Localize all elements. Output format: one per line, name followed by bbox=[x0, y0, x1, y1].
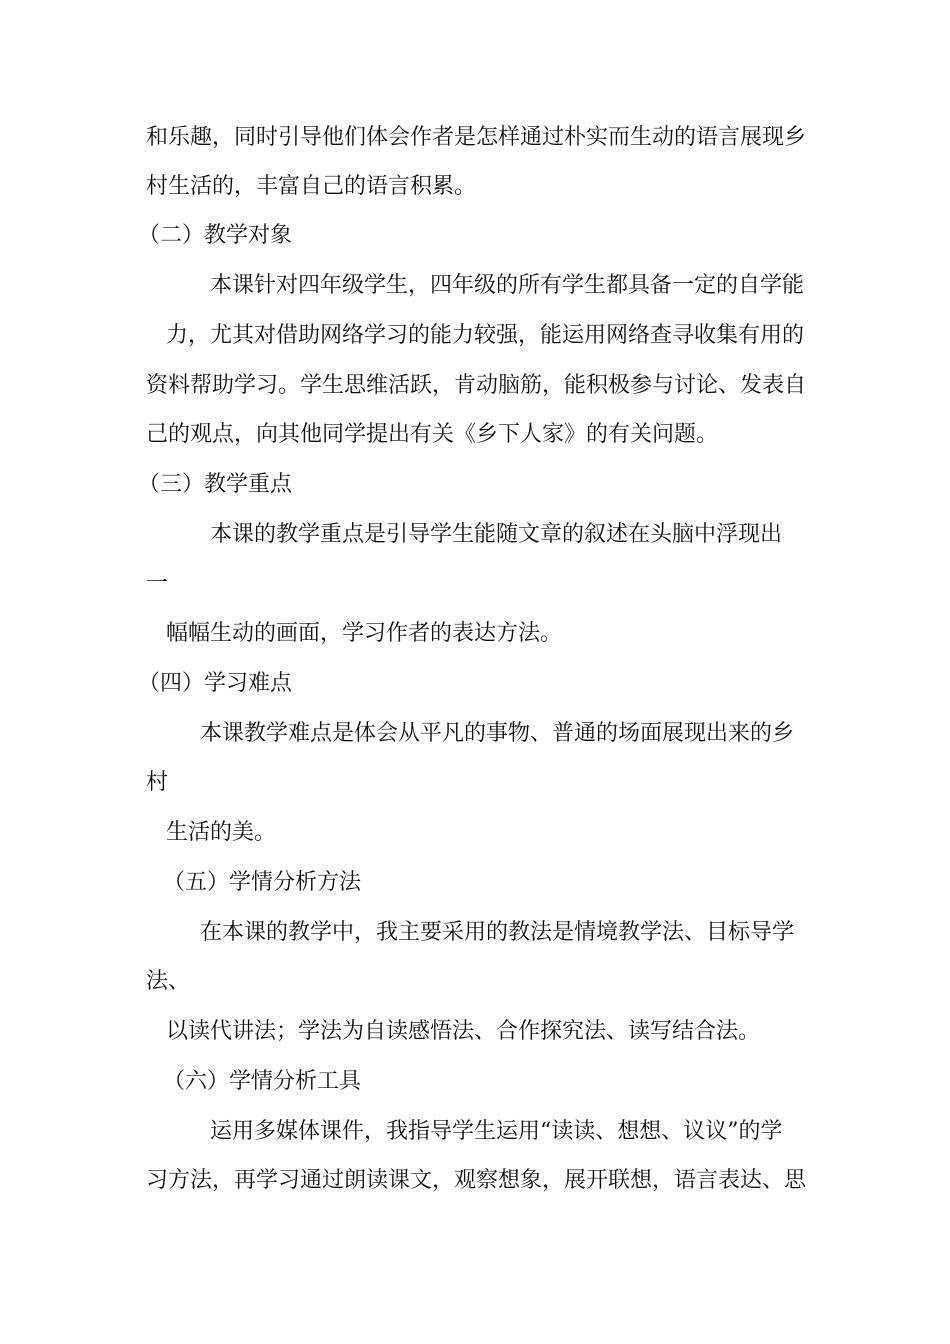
paragraph-line: 运用多媒体课件，我指导学生运用“读读、想想、议议”的学 bbox=[210, 1119, 783, 1144]
paragraph-line: 一 bbox=[146, 571, 169, 596]
paragraph-line: 和乐趣，同时引导他们体会作者是怎样通过朴实而生动的语言展现乡 bbox=[146, 125, 807, 150]
section-heading: （三）教学重点 bbox=[138, 472, 293, 497]
paragraph-line: 本课针对四年级学生，四年级的所有学生都具备一定的自学能 bbox=[210, 273, 805, 298]
paragraph-line: 以读代讲法；学法为自读感悟法、合作探究法、读写结合法。 bbox=[166, 1019, 761, 1044]
paragraph-line: 村 bbox=[146, 770, 169, 795]
paragraph-line: 资料帮助学习。学生思维活跃，肯动脑筋，能积极参与讨论、发表自 bbox=[146, 373, 807, 398]
paragraph-line: 力，尤其对借助网络学习的能力较强，能运用网络查寻收集有用的 bbox=[166, 323, 805, 348]
section-heading: （五）学情分析方法 bbox=[163, 870, 362, 895]
paragraph-line: 幅幅生动的画面，学习作者的表达方法。 bbox=[166, 621, 563, 646]
paragraph-line: 本课的教学重点是引导学生能随文章的叙述在头脑中浮现出 bbox=[210, 522, 783, 547]
paragraph-line: 生活的美。 bbox=[166, 820, 277, 845]
paragraph-line: 村生活的，丰富自己的语言积累。 bbox=[146, 174, 477, 199]
paragraph-line: 在本课的教学中，我主要采用的教法是情境教学法、目标导学 bbox=[200, 920, 795, 945]
paragraph-line: 本课教学难点是体会从平凡的事物、普通的场面展现出来的乡 bbox=[200, 721, 795, 746]
section-heading: （四）学习难点 bbox=[138, 671, 293, 696]
paragraph-line: 己的观点，向其他同学提出有关《乡下人家》的有关问题。 bbox=[146, 422, 719, 447]
paragraph-line: 法、 bbox=[146, 969, 191, 994]
paragraph-line: 习方法，再学习通过朗读课文，观察想象，展开联想，语言表达、思 bbox=[146, 1168, 807, 1193]
section-heading: （六）学情分析工具 bbox=[163, 1069, 362, 1094]
section-heading: （二）教学对象 bbox=[138, 223, 293, 248]
